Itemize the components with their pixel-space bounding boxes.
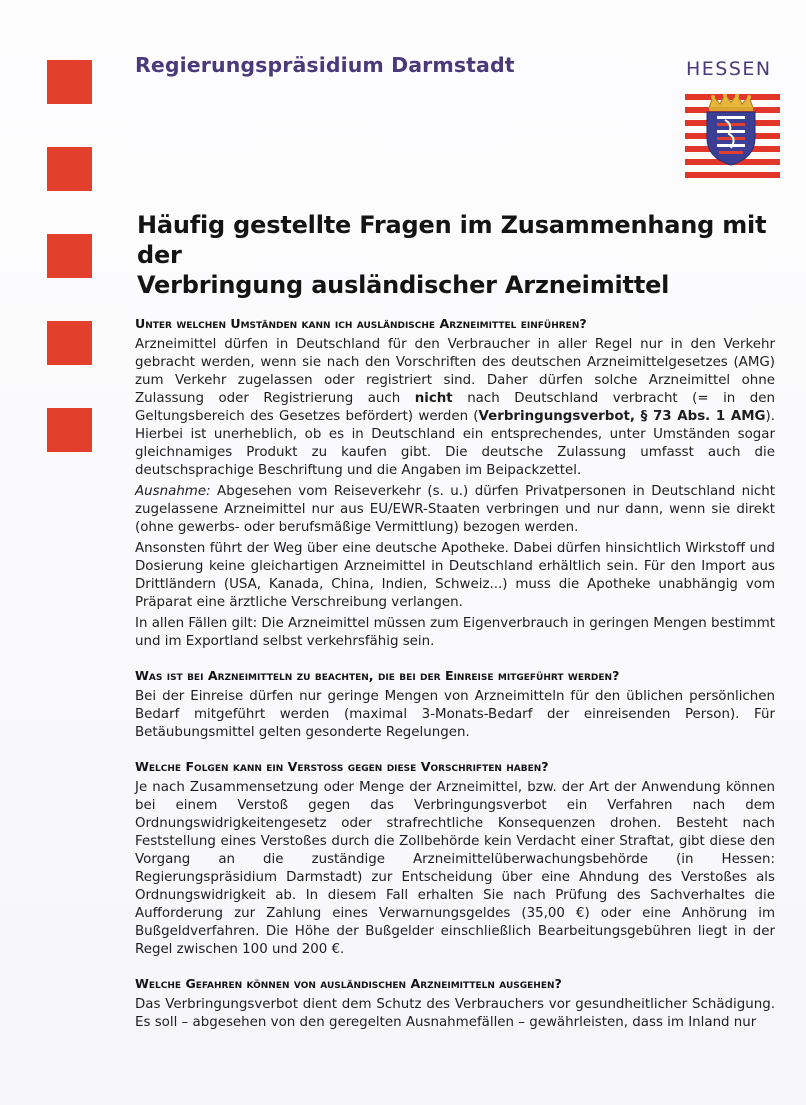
section-heading: Welche Gefahren können von ausländischen Arzneimitteln ausgehen? <box>135 976 562 991</box>
document-body <box>135 315 775 1048</box>
paragraph: Bei der Einreise dürfen nur geringe Mengen von Arzneimitteln für den üblichen persönlichen Bedarf mitgeführt werden (maximal 3-Monats-Bedarf der einreisenden Person). Für Betäubungsmittel gelten gesonderte Regelungen. <box>135 689 775 740</box>
section-heading: Unter welchen Umständen kann ich ausländische Arzneimittel einführen? <box>135 316 587 331</box>
flag-stripe <box>685 172 780 178</box>
faq-section-import <box>135 315 775 651</box>
paragraph: Das Verbringungsverbot dient dem Schutz des Verbrauchers vor gesundheitlicher Schädigung. Es soll – abgesehen von den geregelten Ausnahmefällen – gewährleisten, dass im Inland nur <box>135 997 775 1030</box>
margin-square-1 <box>47 60 92 104</box>
faq-section-entry <box>135 667 775 742</box>
document-title <box>137 210 777 300</box>
margin-square-2 <box>47 147 92 191</box>
authority-name: Regierungspräsidium Darmstadt <box>135 53 515 77</box>
faq-section-dangers <box>135 975 775 1032</box>
paragraph: Je nach Zusammensetzung oder Menge der Arzneimittel, bzw. der Art der Anwendung können bei einem Verstoß gegen das Verbringungsverbot ein Verfahren nach dem Ordnungswidrigkeitengesetz oder strafrechtliche Konsequenzen drohen. Besteht nach Feststellung eines Verstoßes durch die Zollbehörde kein Verdacht einer Straftat, gibt diese den Vorgang an die zuständige Arzneimittelüberwachungsbehörde (in Hessen: Regierungspräsidium Darmstadt) zur Entscheidung über eine Ahndung des Verstoßes als Ordnungswidrigkeit ab. In diesem Fall erhalten Sie nach Prüfung des Sachverhaltes die Aufforderung zur Zahlung eines Verwarnungsgeldes (35,00 €) oder eine Anhörung im Bußgeldverfahren. Die Höhe der Bußgelder einschließlich Bearbeitungsgebühren liegt in der Regel zwischen 100 und 200 €. <box>135 780 775 957</box>
margin-square-4 <box>47 321 92 365</box>
paragraph: Ansonsten führt der Weg über eine deutsche Apotheke. Dabei dürfen hinsichtlich Wirkstoff und Dosierung keine gleichartigen Arzneimittel in Deutschland erhältlich sein. Für den Import aus Drittländern (USA, Kanada, China, Indien, Schweiz...) muss die Apotheke unabhängig vom Präparat eine ärztliche Verschreibung verlangen. <box>135 541 775 610</box>
title-line-2: Verbringung ausländischer Arzneimittel <box>137 271 670 299</box>
paragraph: Arzneimittel dürfen in Deutschland für den Verbraucher in aller Regel nur in den Verkehr gebracht werden, wenn sie nach den Vorschriften des deutschen Arzneimittelgesetzes (AMG) zum Verkehr zugelassen oder registriert sind. Daher dürfen solche Arzneimittel ohne Zulassung oder Registrierung auch nicht nach Deutschland verbracht (= in den Geltungsbereich des Gesetzes befördert) werden (Verbringungsverbot, § 73 Abs. 1 AMG). Hierbei ist unerheblich, ob es in Deutschland ein entsprechendes, unter Umständen sogar gleichnamiges Produkt zu kaufen gibt. Die deutsche Zulassung umfasst auch die deutschsprachige Beschriftung und die Angaben im Beipackzettel. <box>135 337 775 478</box>
section-heading: Was ist bei Arzneimitteln zu beachten, die bei der Einreise mitgeführt werden? <box>135 668 620 683</box>
paragraph: Ausnahme: Abgesehen vom Reiseverkehr (s. u.) dürfen Privatpersonen in Deutschland nicht zugelassene Arzneimittel nur aus EU/EWR-Staaten verbringen und nur dann, wenn sie direkt (ohne gewerbs- oder berufsmäßige Vermittlung) bezogen werden. <box>135 484 775 535</box>
margin-square-5 <box>47 408 92 452</box>
title-line-1: Häufig gestellte Fragen im Zusammenhang mit der <box>137 211 767 269</box>
paragraph: In allen Fällen gilt: Die Arzneimittel müssen zum Eigenverbrauch in geringen Mengen bestimmt und im Exportland selbst verkehrsfähig sein. <box>135 616 775 649</box>
margin-square-3 <box>47 234 92 278</box>
faq-section-consequences <box>135 758 775 959</box>
exception-label: Ausnahme: <box>135 484 211 499</box>
state-name: HESSEN <box>686 58 772 80</box>
section-heading: Welche Folgen kann ein Verstoß gegen diese Vorschriften haben? <box>135 759 549 774</box>
coat-of-arms-icon <box>703 94 759 166</box>
